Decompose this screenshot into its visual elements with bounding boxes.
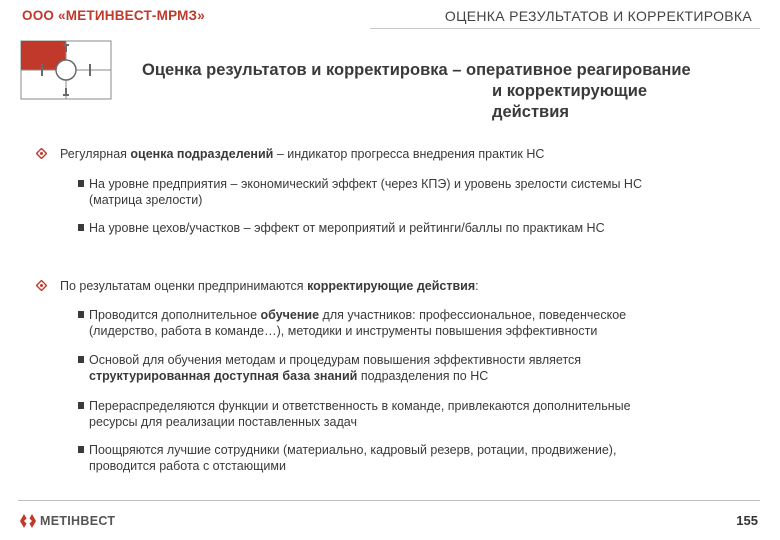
- company-name: ООО «МЕТИНВЕСТ-МРМЗ»: [22, 8, 205, 23]
- section-title: ОЦЕНКА РЕЗУЛЬТАТОВ И КОРРЕКТИРОВКА: [444, 8, 752, 24]
- header-rule: [370, 28, 760, 29]
- bullet-marker-icon: [36, 148, 47, 159]
- square-bullet-icon: [78, 311, 84, 318]
- process-cycle-icon: [20, 40, 112, 100]
- slide-title-line2: и корректирующие: [492, 82, 648, 100]
- slide-title-line1: Оценка результатов и корректировка – оперативное реагирование: [142, 61, 691, 79]
- square-bullet-icon: [78, 224, 84, 231]
- bullet-text: Регулярная оценка подразделений – индикатор прогресса внедрения практик НС: [60, 147, 545, 161]
- brand-logo: [20, 513, 115, 529]
- sub-bullet-line2: (матрица зрелости): [89, 193, 203, 207]
- square-bullet-icon: [78, 402, 84, 409]
- brand-name: МЕТІНВЕСТ: [40, 514, 116, 528]
- footer-rule: [18, 500, 760, 501]
- slide-title: [142, 60, 752, 123]
- slide-title-line3: действия: [492, 103, 569, 121]
- square-bullet-icon: [78, 356, 84, 363]
- square-bullet-icon: [78, 446, 84, 453]
- metinvest-logo-icon: [20, 514, 36, 528]
- sub-bullet-line1: На уровне предприятия – экономический эффект (через КПЭ) и уровень зрелости системы НС: [89, 177, 642, 191]
- bullet-marker-icon: [36, 280, 47, 291]
- sub-bullet-line1: На уровне цехов/участков – эффект от мероприятий и рейтинги/баллы по практикам НС: [89, 221, 605, 235]
- page-number: 155: [736, 513, 758, 528]
- bullet-text: По результатам оценки предпринимаются корректирующие действия:: [60, 279, 479, 293]
- square-bullet-icon: [78, 180, 84, 187]
